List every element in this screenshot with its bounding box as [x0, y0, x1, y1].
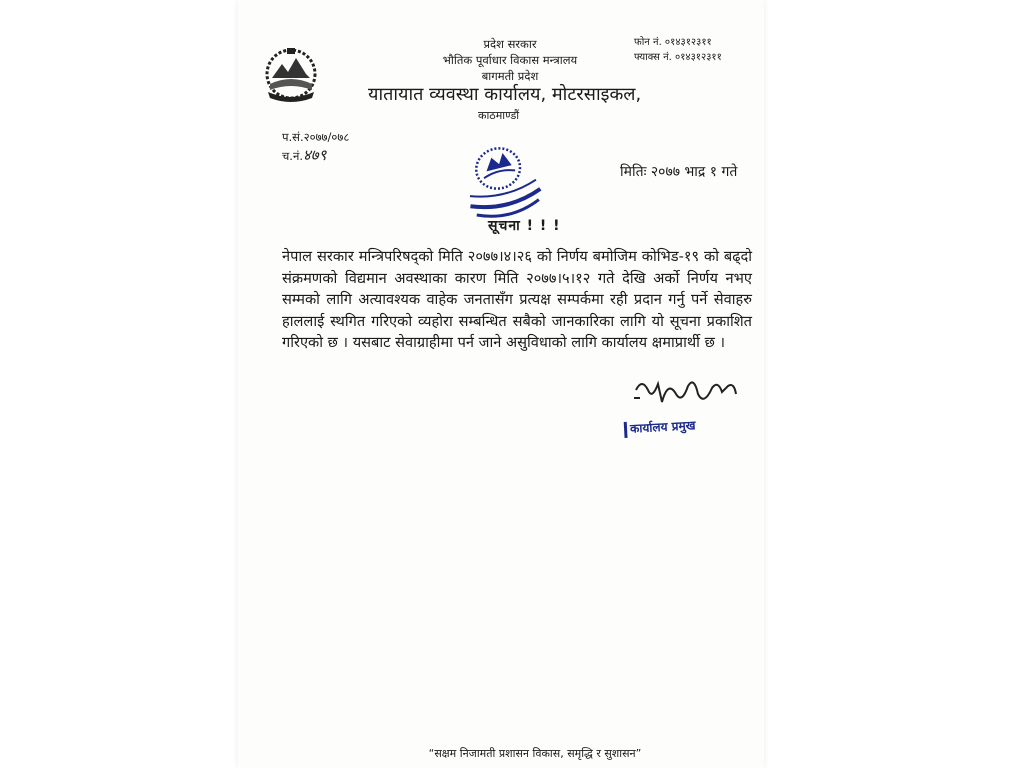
signature-icon [632, 372, 742, 412]
header-line-3: बागमती प्रदेश [481, 69, 539, 83]
dispatch-number-row [282, 146, 349, 165]
fax-number: फ्याक्स नं. ०१४३१२३११ [634, 52, 722, 63]
letter-date: मितिः २०७७ भाद्र १ गते [620, 164, 738, 180]
office-city: काठमाण्डौं [478, 109, 520, 122]
notice-title: सूचना ! ! ! [488, 218, 561, 234]
government-emblem-icon [258, 44, 324, 106]
dispatch-number: ४७९ [303, 146, 327, 164]
header-line-1: प्रदेश सरकार [483, 37, 537, 51]
footer-motto: “सक्षम निजामती प्रशासन विकास, समृद्धि र सुशासन” [428, 747, 642, 760]
office-name: यातायात व्यवस्था कार्यालय, मोटरसाइकल, [368, 84, 642, 105]
header-line-2: भौतिक पूर्वाधार विकास मन्त्रालय [442, 53, 578, 67]
notice-body: नेपाल सरकार मन्त्रिपरिषद्को मिति २०७७।४।२६ को निर्णय बमोजिम कोभिड-१९ को बढ्दो संक्रमणको विद्यमान अवस्थाका कारण मिति २०७७।५।१२ गते देखि अर्को निर्णय नभए सम्मको लागि अत्यावश्यक वाहेक जनतासँग प्रत्यक्ष सम्पर्कमा रही प्रदान गर्नु पर्ने सेवाहरु हाललाई स्थगित गरिएको व्यहोरा सम्बन्धित सबैको जानकारिका लागि यो सूचना प्रकाशित गरिएको छ । यसबाट सेवाग्राहीमा पर्न जाने असुविधाको लागि कार्यालय क्षमाप्रार्थी छ । [282, 248, 752, 351]
letter-reference: प.सं.२०७७/०७८ [282, 130, 350, 144]
reference-numbers [282, 128, 349, 165]
dispatch-label: च.नं. [282, 149, 303, 163]
phone-number: फोन नं. ०१४३१२३११ [634, 37, 712, 48]
header-ministry-block [400, 36, 620, 84]
signatory-title: कार्यालय प्रमुख [629, 418, 696, 436]
contact-info [634, 35, 764, 65]
